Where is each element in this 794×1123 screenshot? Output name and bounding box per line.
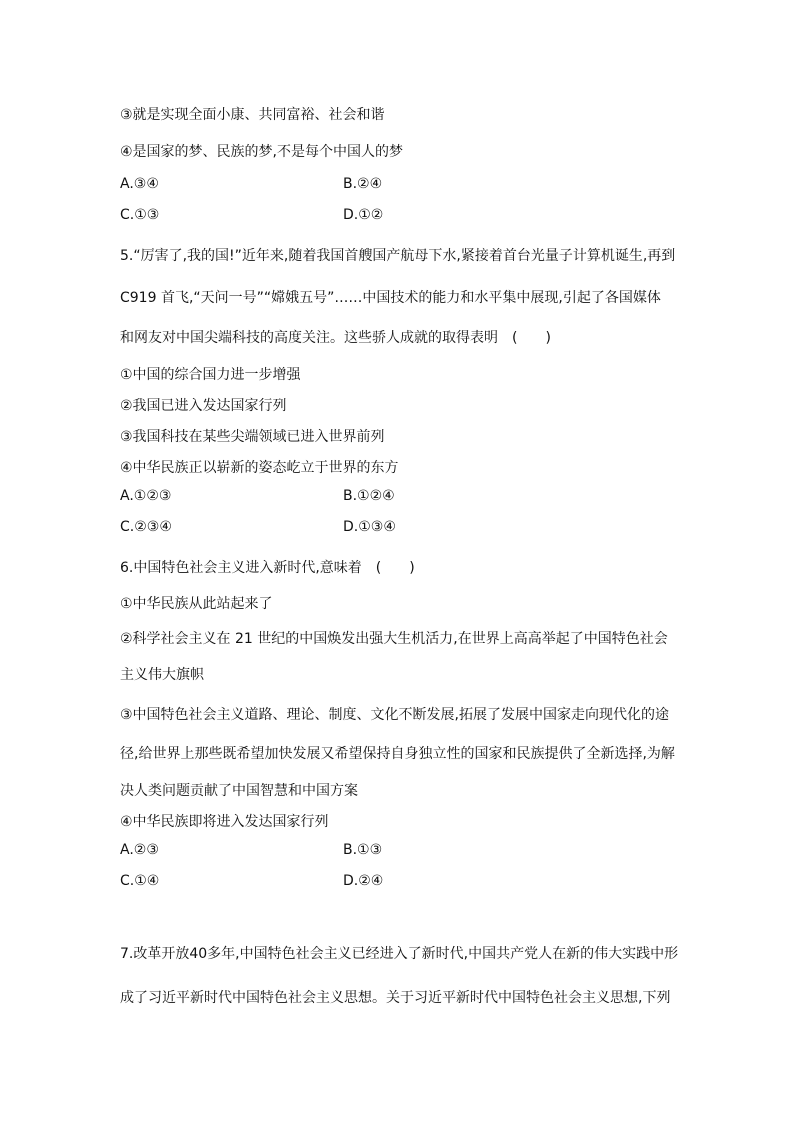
q7-stem-line-1: 7.改革开放40多年,中国特色社会主义已经进入了新时代,中国共产党人在新的伟大实践中形 — [120, 946, 679, 962]
q5-option-c: C.②③④ — [120, 519, 172, 535]
q6-option-c: C.①④ — [120, 873, 160, 889]
q5-statement-3: ③我国科技在某些尖端领域已进入世界前列 — [120, 429, 385, 445]
q5-stem-line-2: C919 首飞,“天问一号”“嫦娥五号”……中国技术的能力和水平集中展现,引起了各国媒体 — [120, 290, 661, 306]
q5-statement-4: ④中华民族正以崭新的姿态屹立于世界的东方 — [120, 460, 399, 476]
q6-option-a: A.②③ — [120, 842, 159, 858]
q5-stem-line-3: 和网友对中国尖端科技的高度关注。这些骄人成就的取得表明 ( ) — [120, 330, 551, 346]
q4-option-c: C.①③ — [120, 207, 160, 223]
q4-statement-3: ③就是实现全面小康、共同富裕、社会和谐 — [120, 107, 385, 123]
q5-option-d: D.①③④ — [343, 519, 396, 535]
q6-stem: 6.中国特色社会主义进入新时代,意味着 ( ) — [120, 560, 415, 576]
q6-statement-4: ④中华民族即将进入发达国家行列 — [120, 814, 329, 830]
q5-stem-line-1: 5.“厉害了,我的国!”近年来,随着我国首艘国产航母下水,紧接着首台光量子计算机诞生,再到 — [120, 248, 676, 264]
q6-statement-3-line-2: 径,给世界上那些既希望加快发展又希望保持自身独立性的国家和民族提供了全新选择,为解 — [120, 746, 675, 762]
q6-option-d: D.②④ — [343, 873, 384, 889]
q4-option-d: D.①② — [343, 207, 384, 223]
q4-statement-4: ④是国家的梦、民族的梦,不是每个中国人的梦 — [120, 144, 403, 160]
q6-statement-1: ①中华民族从此站起来了 — [120, 596, 273, 612]
q6-statement-2-line-1: ②科学社会主义在 21 世纪的中国焕发出强大生机活力,在世界上高高举起了中国特色社会 — [120, 631, 668, 647]
q6-statement-3-line-1: ③中国特色社会主义道路、理论、制度、文化不断发展,拓展了发展中国家走向现代化的途 — [120, 707, 669, 723]
q6-option-b: B.①③ — [343, 842, 383, 858]
q5-statement-1: ①中国的综合国力进一步增强 — [120, 367, 301, 383]
q5-option-b: B.①②④ — [343, 488, 395, 504]
q4-option-a: A.③④ — [120, 176, 159, 192]
q6-statement-3-line-3: 决人类问题贡献了中国智慧和中国方案 — [120, 783, 358, 799]
q5-statement-2: ②我国已进入发达国家行列 — [120, 398, 287, 414]
q4-option-b: B.②④ — [343, 176, 383, 192]
q5-option-a: A.①②③ — [120, 488, 172, 504]
q7-stem-line-2: 成了习近平新时代中国特色社会主义思想。关于习近平新时代中国特色社会主义思想,下列 — [120, 990, 671, 1006]
q6-statement-2-line-2: 主义伟大旗帜 — [120, 667, 204, 683]
